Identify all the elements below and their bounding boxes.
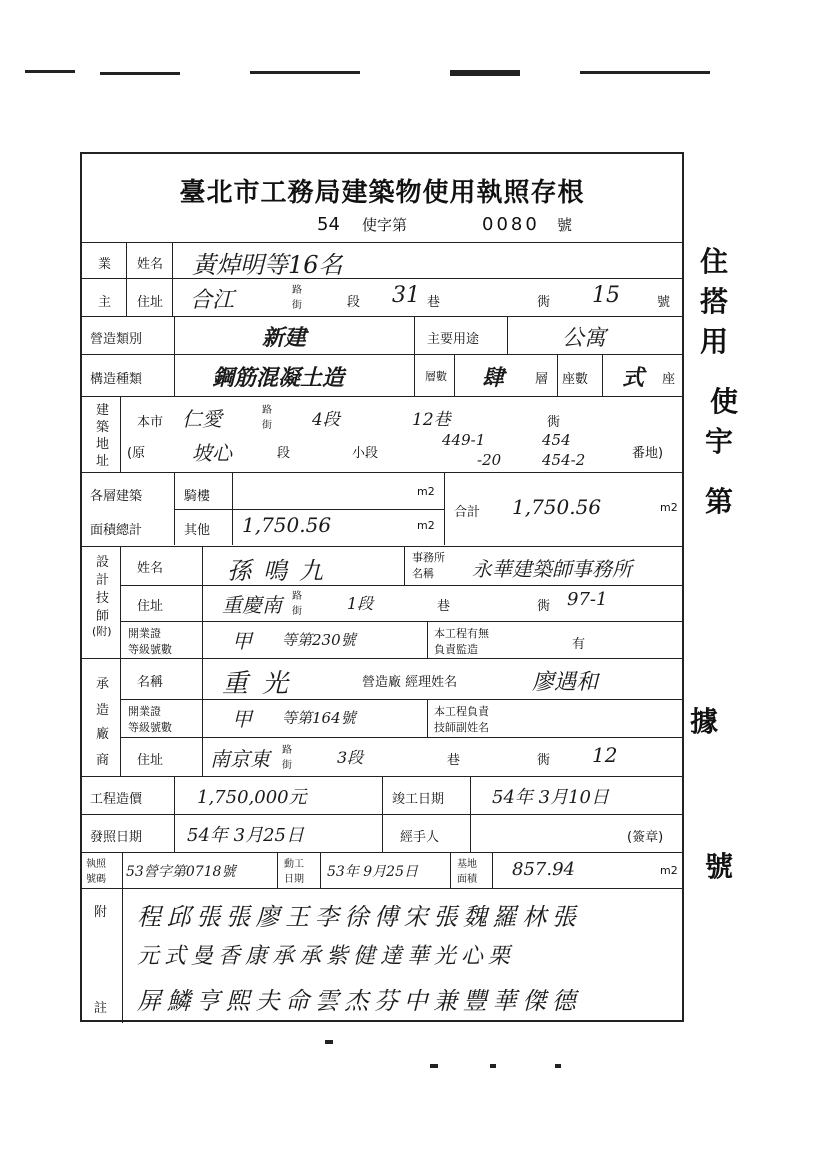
contractor-road: 南京東 [210, 747, 270, 771]
margin-char: 號 [705, 850, 734, 883]
margin-char: 宇 [705, 425, 734, 458]
contractor-license-text: 等第164號 [282, 709, 356, 727]
architect-label-5: (附) [92, 625, 112, 638]
arcade-unit: m2 [417, 485, 435, 498]
cost-value: 1,750,000元 [197, 787, 307, 808]
owner-name-row [82, 242, 682, 279]
owner-district: 合江 [190, 288, 235, 313]
site-small-duan-label: 小段 [352, 446, 379, 461]
scan-mark [555, 1064, 561, 1068]
architect-address-label: 住址 [137, 599, 164, 614]
scan-mark [100, 72, 180, 75]
contractor-tech-label: 本工程負責 技師副姓名 [434, 705, 489, 734]
owner-section-label-2: 主 [98, 295, 112, 310]
contractor-label-2: 造 [96, 703, 110, 718]
start-date-value: 53年 9月25日 [327, 864, 418, 880]
architect-label-4: 師 [96, 609, 110, 624]
contractor-license-label: 開業證 等級號數 [128, 705, 172, 734]
handler-label: 經手人 [400, 830, 440, 845]
floors-unit: 層 [535, 372, 549, 387]
issue-date-value: 54年 3月25日 [187, 825, 304, 846]
margin-char: 第 [705, 485, 734, 518]
land-area-unit: m2 [660, 864, 678, 877]
site-duan-label: 段 [277, 446, 291, 461]
site-lot-4: 454-2 [542, 451, 586, 469]
scan-mark [325, 1040, 333, 1044]
area-row [82, 472, 682, 545]
cost-row [82, 776, 682, 815]
permit-hao: 號 [557, 216, 573, 234]
owner-lane-label: 巷 [427, 295, 441, 310]
margin-char: 據 [690, 705, 719, 738]
notes-line-2: 元 式 曼 香 康 承 承 紫 健 達 華 光 心 栗 [137, 944, 509, 969]
owner-address-row [82, 278, 682, 317]
notes-section [82, 888, 682, 1023]
site-address-row [82, 396, 682, 473]
architect-no: 97-1 [567, 589, 608, 610]
site-label-1: 建 [96, 403, 110, 418]
construction-type-row [82, 316, 682, 355]
contractor-manager-value: 廖遇和 [532, 670, 599, 695]
site-orig-label: (原 [127, 446, 146, 461]
site-label-3: 地 [96, 437, 110, 452]
buildings-label: 座數 [562, 372, 589, 387]
architect-label-2: 計 [96, 573, 110, 588]
issue-row [82, 814, 682, 853]
permit-label: 使字第 [362, 216, 408, 234]
site-label-2: 築 [96, 420, 110, 435]
area-label-1: 各層建築 [90, 489, 143, 504]
owner-section-label-1: 業 [98, 257, 112, 272]
permit-form [80, 152, 684, 1022]
site-duan: 4段 [312, 410, 340, 430]
structure-type-value: 鋼筋混凝土造 [212, 365, 345, 391]
build-permit-value: 53營字第0718號 [126, 864, 236, 880]
contractor-name-value: 重光 [222, 669, 303, 699]
architect-label-1: 設 [96, 555, 110, 570]
other-value: 1,750.56 [242, 513, 332, 537]
margin-char: 用 [700, 325, 729, 358]
architect-license-text: 等第230號 [282, 631, 356, 649]
buildings-unit: 座 [662, 372, 676, 387]
site-lane: 12巷 [412, 410, 451, 430]
owner-address-label: 住址 [137, 295, 164, 310]
scan-mark [580, 71, 710, 74]
cost-label: 工程造價 [90, 792, 143, 807]
completion-value: 54年 3月10日 [492, 787, 609, 808]
contractor-section [82, 658, 682, 777]
floors-value: 肆 [482, 365, 505, 391]
supervise-value: 有 [572, 637, 586, 652]
owner-road-label: 路 街 [292, 285, 302, 311]
contractor-duan: 3段 [337, 748, 364, 767]
land-area-label: 基地 面積 [457, 859, 477, 885]
site-orig-duan: 坡心 [192, 441, 232, 465]
contractor-road-label: 路 街 [282, 745, 292, 771]
site-lot-2: -20 [477, 451, 502, 469]
margin-char: 搭 [700, 285, 729, 318]
site-label-4: 址 [96, 454, 110, 469]
notes-label-bottom: 註 [94, 1001, 108, 1016]
contractor-jie-label: 衖 [537, 753, 551, 768]
architect-jie-label: 衖 [537, 599, 551, 614]
architect-duan: 1段 [347, 594, 374, 613]
buildings-value: 式 [622, 365, 645, 391]
site-road-label: 路 街 [262, 405, 272, 431]
total-value: 1,750.56 [512, 495, 602, 519]
margin-char: 住 [700, 245, 729, 278]
contractor-license-grade: 甲 [232, 707, 252, 731]
architect-license-label: 開業證 等級號數 [128, 627, 172, 656]
architect-name-value: 孫鳴九 [227, 557, 335, 585]
completion-label: 竣工日期 [392, 792, 445, 807]
misc-row [82, 852, 682, 889]
owner-name-value: 黃焯明等16名 [192, 251, 343, 279]
area-label-2: 面積總計 [90, 523, 143, 538]
notes-line-3: 屏 鱗 亨 熙 夫 命 雲 杰 芬 中 兼 豐 華 傑 德 [137, 987, 575, 1015]
owner-no: 15 [592, 283, 620, 308]
contractor-lane-label: 巷 [447, 753, 461, 768]
contractor-manager-label: 營造廠 經理姓名 [362, 675, 458, 690]
architect-road: 重慶南 [222, 593, 282, 617]
architect-lane-label: 巷 [437, 599, 451, 614]
office-label: 事務所 名稱 [412, 551, 445, 580]
arcade-label: 騎樓 [184, 489, 211, 504]
seal-label: (簽章) [627, 830, 664, 845]
other-label: 其他 [184, 523, 211, 538]
owner-name-label: 姓名 [137, 257, 164, 272]
construction-type-value: 新建 [262, 325, 307, 351]
contractor-no: 12 [592, 743, 618, 767]
scan-mark [430, 1064, 438, 1068]
owner-lane: 31 [392, 283, 420, 308]
construction-type-label: 營造類別 [90, 332, 143, 347]
scan-mark [250, 71, 360, 74]
start-date-label: 動工 日期 [284, 859, 304, 885]
contractor-label-4: 商 [96, 753, 110, 768]
contractor-name-label: 名稱 [137, 675, 164, 690]
site-lot-suffix: 番地) [632, 446, 664, 461]
architect-road-label: 路 街 [292, 591, 302, 617]
contractor-label-1: 承 [96, 677, 110, 692]
owner-no-label: 號 [657, 295, 671, 310]
supervise-label: 本工程有無 負責監造 [434, 627, 489, 656]
architect-section [82, 546, 682, 659]
scan-mark [490, 1064, 496, 1068]
total-label: 合計 [454, 505, 481, 520]
architect-license-grade: 甲 [232, 629, 252, 653]
other-unit: m2 [417, 519, 435, 532]
structure-type-label: 構造種類 [90, 372, 143, 387]
site-lot-1: 449-1 [442, 431, 486, 449]
scan-mark [25, 70, 75, 73]
build-permit-label: 執照 號碼 [86, 859, 106, 885]
land-area-value: 857.94 [512, 859, 575, 880]
owner-duan-label: 段 [347, 295, 361, 310]
scan-mark [450, 70, 520, 76]
main-use-label: 主要用途 [427, 332, 480, 347]
architect-name-label: 姓名 [137, 561, 164, 576]
contractor-address-label: 住址 [137, 753, 164, 768]
site-city: 本市 [137, 415, 164, 430]
site-jie-label: 衖 [547, 415, 561, 430]
floors-label: 層數 [425, 370, 447, 383]
owner-jie-label: 衖 [537, 295, 551, 310]
contractor-label-3: 廠 [96, 727, 110, 742]
site-lot-3: 454 [542, 431, 571, 449]
margin-char: 使 [710, 385, 739, 418]
architect-label-3: 技 [96, 591, 110, 606]
notes-line-1: 程 邱 張 張 廖 王 李 徐 傅 宋 張 魏 羅 林 張 [137, 903, 575, 931]
notes-label-top: 附 [94, 905, 108, 920]
permit-year: 54 [317, 214, 340, 235]
office-value: 永華建築師事務所 [472, 557, 632, 581]
permit-number: 0080 [482, 214, 540, 235]
structure-row [82, 354, 682, 397]
total-unit: m2 [660, 501, 678, 514]
site-road: 仁愛 [182, 407, 222, 431]
issue-date-label: 發照日期 [90, 830, 143, 845]
document-title: 臺北市工務局建築物使用執照存根 [179, 178, 585, 208]
main-use-value: 公寓 [562, 326, 607, 351]
